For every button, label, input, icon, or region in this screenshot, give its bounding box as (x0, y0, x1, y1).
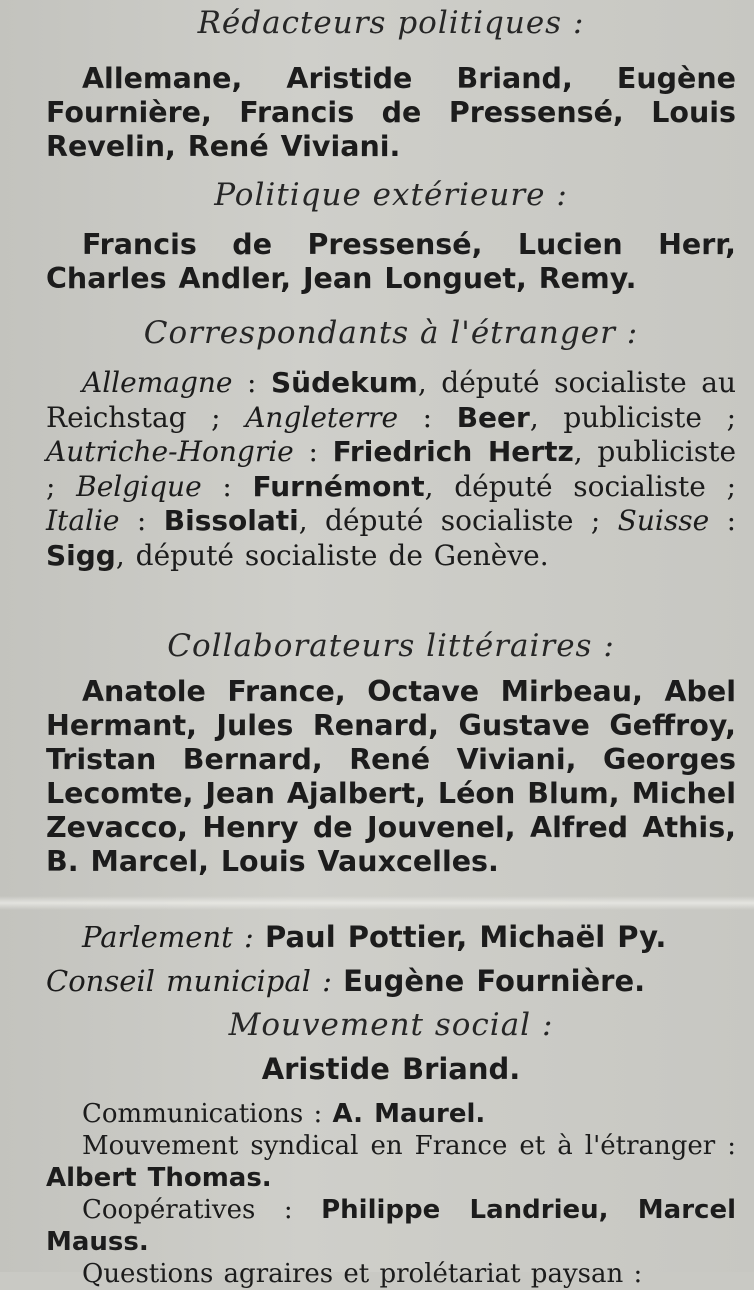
cooperatives-line (46, 1194, 736, 1258)
parlement-names: Paul Pottier, Michaël Py. (265, 920, 667, 954)
politique-heading: Politique extérieure : (214, 177, 568, 213)
mouvement-heading: Mouvement social : (228, 1007, 554, 1043)
redacteurs-heading: Rédacteurs politiques : (197, 5, 585, 41)
paper-crease (0, 896, 754, 910)
correspondants-heading: Correspondants à l'étranger : (143, 315, 639, 351)
parlement-label: Parlement : (82, 920, 254, 954)
cooperatives-name: Philippe Landrieu, Marcel Mauss. (46, 1195, 736, 1257)
country-belgique: Belgique (76, 469, 202, 503)
redacteurs-names: Allemane, Aristide Briand, Eugène Fournière, Francis de Pressensé, Louis Revelin, René Viviani. (46, 62, 736, 163)
conseil-names: Eugène Fournière. (343, 964, 646, 998)
cooperatives-label: Coopératives : (82, 1195, 293, 1225)
country-angleterre: Angleterre (245, 400, 399, 434)
conseil-label: Conseil municipal : (46, 964, 332, 998)
correspondent-sigg: Sigg (46, 538, 116, 572)
communications-label: Communications : (82, 1099, 323, 1129)
correspondent-hertz: Friedrich Hertz (332, 435, 574, 468)
questions-line-partial: Questions agraires et prolétariat paysan : (82, 1259, 643, 1289)
syndical-line (46, 1130, 736, 1194)
country-suisse: Suisse (617, 504, 710, 537)
correspondent-furnemont: Furnémont (252, 469, 425, 503)
conseil-line (46, 964, 736, 998)
correspondent-beer: Beer (456, 400, 530, 434)
politique-names: Francis de Pressensé, Lucien Herr, Charles Andler, Jean Longuet, Remy. (46, 228, 736, 295)
communications-name: A. Maurel. (332, 1099, 486, 1129)
mouvement-section (46, 1006, 736, 1086)
correspondants-text: Allemagne : Südekum, député socialiste au Reichstag ; Angleterre : Beer, publiciste ; Autriche-Hongrie : Friedrich Hertz, publiciste ; Belgique : Furnémont, député socialiste ; Italie : Bissolati, député socialiste ; Suisse : Sigg, député socialiste de Genève. (46, 366, 737, 572)
communications-line (46, 1098, 736, 1130)
litteraires-section (46, 627, 736, 879)
litteraires-heading: Collaborateurs littéraires : (167, 628, 615, 664)
parlement-line (46, 920, 736, 954)
correspondent-bissolati: Bissolati (163, 504, 299, 537)
correspondent-sudekum: Südekum (270, 366, 418, 399)
country-autriche-hongrie: Autriche-Hongrie (46, 435, 294, 468)
mouvement-details (46, 1098, 736, 1290)
country-italie: Italie (46, 504, 120, 537)
syndical-label: Mouvement syndical en France et à l'étranger : (82, 1131, 736, 1161)
litteraires-names: Anatole France, Octave Mirbeau, Abel Hermant, Jules Renard, Gustave Geffroy, Tristan Bernard, René Viviani, Georges Lecomte, Jean Ajalbert, Léon Blum, Michel Zevacco, Henry de Jouvenel, Alfred Athis, B. Marcel, Louis Vauxcelles. (46, 675, 736, 878)
mouvement-name: Aristide Briand. (261, 1052, 521, 1086)
country-allemagne: Allemagne (82, 366, 233, 399)
redacteurs-section (46, 4, 736, 164)
syndical-name: Albert Thomas. (46, 1163, 272, 1193)
correspondants-section (46, 314, 736, 573)
politique-section (46, 176, 736, 296)
